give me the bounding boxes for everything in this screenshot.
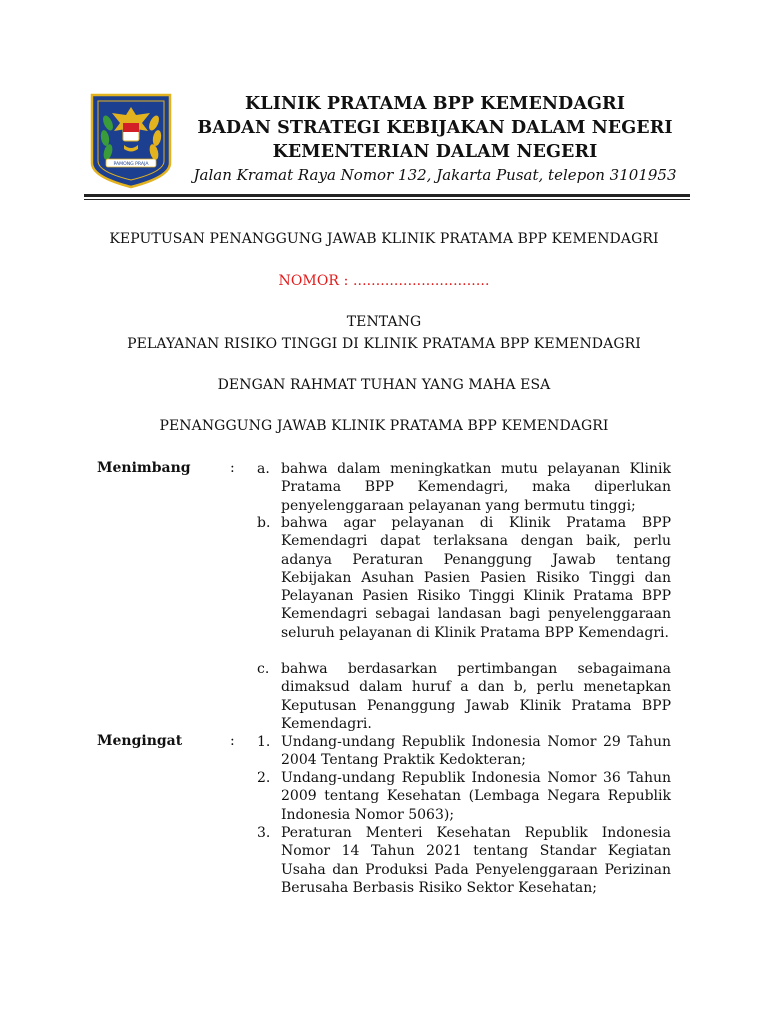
decree-title: KEPUTUSAN PENANGGUNG JAWAB KLINIK PRATAMA BPP KEMENDAGRI — [109, 231, 659, 247]
issuing-official: PENANGGUNG JAWAB KLINIK PRATAMA BPP KEMENDAGRI — [159, 418, 609, 434]
item-marker: b. — [257, 515, 271, 531]
mengingat-item — [257, 733, 671, 770]
item-text: bahwa berdasarkan pertimbangan sebagaimana dimaksud dalam huruf a dan b, perlu menetapkan Keputusan Penanggung Jawab Klinik Pratama BPP Kemendagri. — [281, 661, 671, 732]
item-text: Undang-undang Republik Indonesia Nomor 36 Tahun 2009 tentang Kesehatan (Lembaga Negara Republik Indonesia Nomor 5063); — [281, 770, 671, 823]
letterhead-line-3: KEMENTERIAN DALAM NEGERI — [272, 142, 598, 162]
kemendagri-garuda-emblem-icon — [90, 93, 172, 189]
decree-subject: PELAYANAN RISIKO TINGGI DI KLINIK PRATAMA BPP KEMENDAGRI — [127, 336, 641, 352]
item-text: Peraturan Menteri Kesehatan Republik Indonesia Nomor 14 Tahun 2021 tentang Standar Kegiatan Usaha dan Produksi Pada Penyelenggaraan Perizinan Berusaha Berbasis Risiko Sektor Kesehatan; — [281, 825, 671, 896]
menimbang-item — [257, 660, 671, 733]
tentang-heading: TENTANG — [346, 314, 422, 330]
letterhead-line-2: BADAN STRATEGI KEBIJAKAN DALAM NEGERI — [197, 118, 673, 138]
menimbang-label: Menimbang — [97, 460, 191, 476]
item-text: bahwa agar pelayanan di Klinik Pratama BPP Kemendagri dapat terlaksana dengan baik, perlu adanya Peraturan Penanggung Jawab tentang Kebijakan Asuhan Pasien Pasien Risiko Tinggi dan Pelayanan Pasien Risiko Tinggi Klinik Pratama BPP Kemendagri sebagai landasan bagi penyelenggaraan seluruh pelayanan di Klinik Pratama BPP Kemendagri. — [281, 515, 671, 641]
letterhead-address: Jalan Kramat Raya Nomor 132, Jakarta Pusat, telepon 3101953 — [193, 166, 677, 184]
mengingat-colon: : — [230, 733, 235, 749]
logo-ribbon-text: PAMONG PRAJA — [113, 162, 149, 168]
item-text: Undang-undang Republik Indonesia Nomor 29 Tahun 2004 Tentang Praktik Kedokteran; — [281, 734, 671, 769]
item-marker: a. — [257, 461, 270, 477]
menimbang-colon: : — [230, 460, 235, 476]
decree-number: NOMOR : .............................. — [278, 273, 490, 289]
menimbang-item — [257, 460, 671, 515]
item-marker: 1. — [257, 734, 271, 750]
item-marker: c. — [257, 661, 270, 677]
item-marker: 3. — [257, 825, 271, 841]
mengingat-item — [257, 769, 671, 824]
menimbang-item — [257, 514, 671, 642]
letterhead-divider-thin — [84, 199, 690, 200]
letterhead-line-1: KLINIK PRATAMA BPP KEMENDAGRI — [245, 94, 625, 114]
item-text: bahwa dalam meningkatkan mutu pelayanan Klinik Pratama BPP Kemendagri, maka diperlukan penyelenggaraan pelayanan yang bermutu tinggi; — [281, 461, 671, 514]
mengingat-item — [257, 824, 671, 897]
item-marker: 2. — [257, 770, 271, 786]
letterhead-divider-thick — [84, 194, 690, 197]
invocation: DENGAN RAHMAT TUHAN YANG MAHA ESA — [217, 377, 551, 393]
mengingat-label: Mengingat — [97, 733, 183, 749]
